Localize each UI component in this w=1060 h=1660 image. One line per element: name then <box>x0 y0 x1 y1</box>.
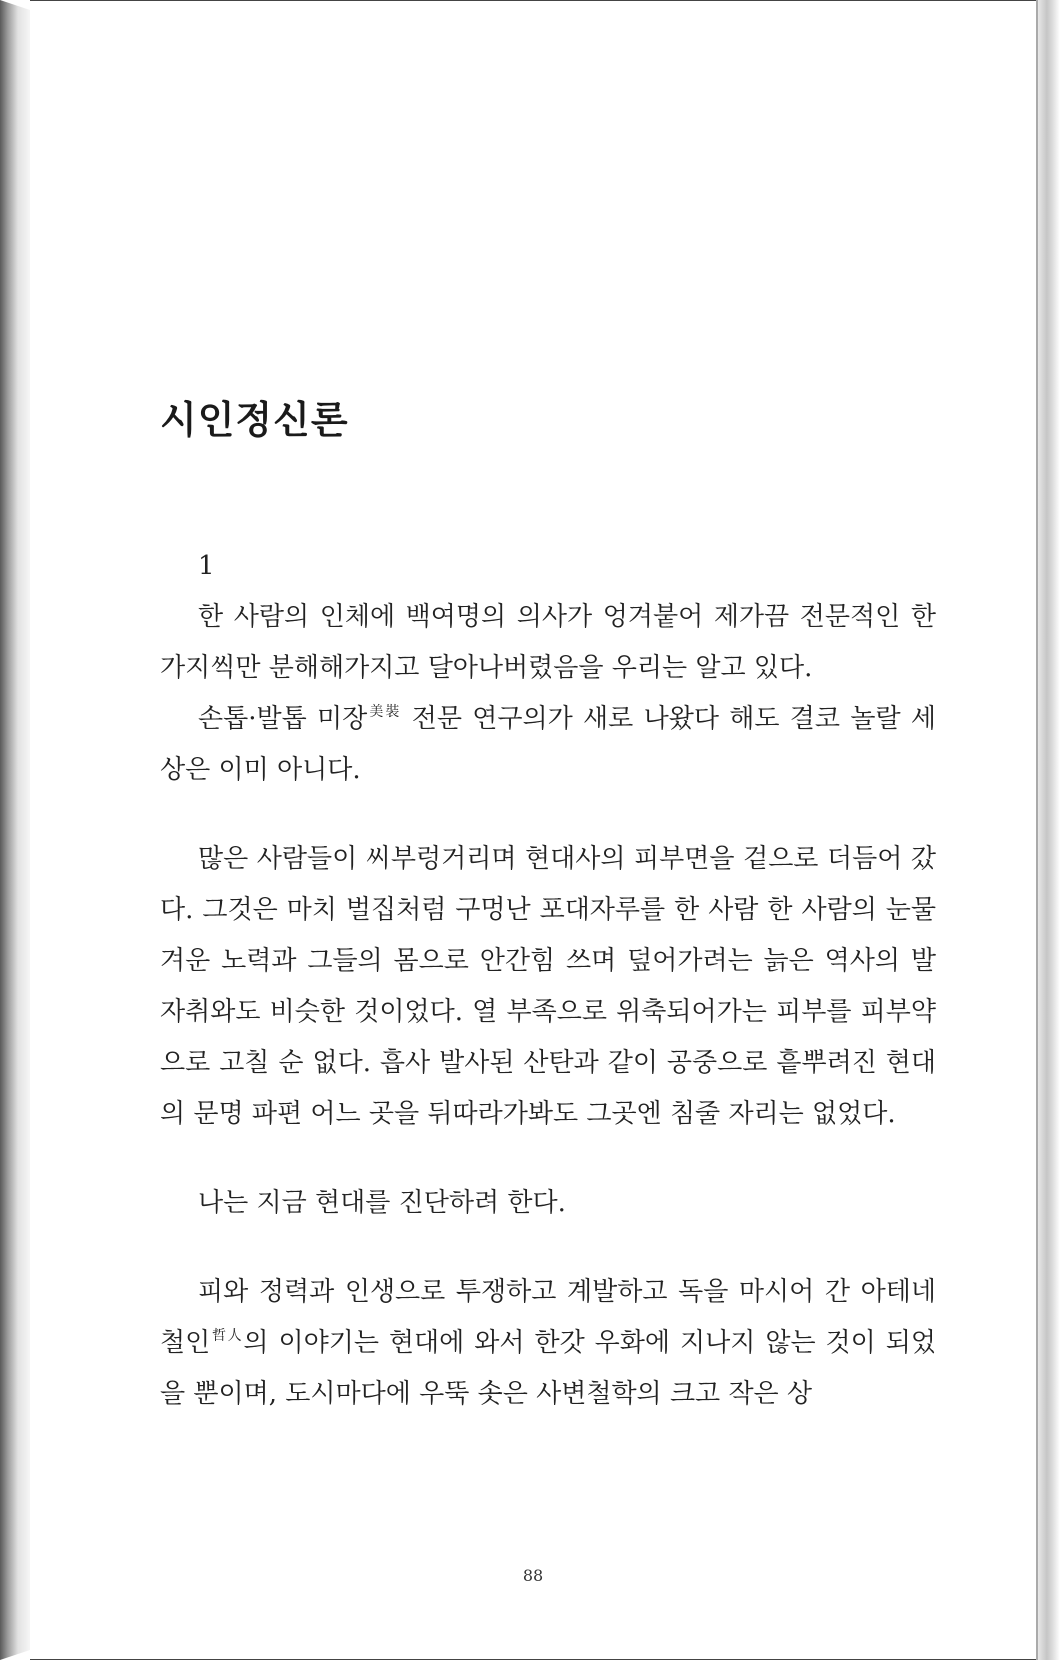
page-edge <box>1036 0 1060 1660</box>
page <box>30 0 1036 1660</box>
hanja-annotation-misang: 美裝 <box>367 704 402 720</box>
paragraph-2-text-a: 손톱·발톱 미장 <box>198 704 368 734</box>
section-number: 1 <box>198 551 215 581</box>
chapter-title: 시인정신론 <box>160 398 349 442</box>
paragraph-1: 한 사람의 인체에 백여명의 의사가 엉겨붙어 제가끔 전문적인 한가지씩만 분해해가지고 달아나버렸음을 우리는 알고 있다. <box>160 602 936 683</box>
paragraph-4: 나는 지금 현대를 진단하려 한다. <box>198 1188 566 1218</box>
paragraph-2-text-b: 전문 연구의가 새로 나왔다 해도 결코 놀랄 세상은 이미 아니다. <box>160 704 936 785</box>
hanja-annotation-cheorin: 哲人 <box>210 1328 244 1344</box>
body-text <box>160 541 936 1420</box>
paragraph-5 <box>160 1267 936 1420</box>
paragraph-5-text-b: 의 이야기는 현대에 와서 한갓 우화에 지나지 않는 것이 되었을 뿐이며, 도시마다에 우뚝 솟은 사변철학의 크고 작은 상 <box>160 1328 937 1409</box>
book-spine <box>0 0 30 1660</box>
page-number: 88 <box>522 1566 544 1585</box>
paragraph-3: 많은 사람들이 씨부렁거리며 현대사의 피부면을 겉으로 더듬어 갔다. 그것은 마치 벌집처럼 구멍난 포대자루를 한 사람 한 사람의 눈물겨운 노력과 그들의 몸으로 안간힘 쓰며 덮어가려는 늙은 역사의 발자취와도 비슷한 것이었다. 열 부족으로 위축되어가는 피부를 피부약으로 고칠 순 없다. 흡사 발사된 산탄과 같이 공중으로 흩뿌려진 현대의 문명 파편 어느 곳을 뒤따라가봐도 그곳엔 침줄 자리는 없었다. <box>160 844 936 1129</box>
paragraph-2 <box>160 694 936 796</box>
paragraph-5-text-a: 피와 정력과 인생으로 투쟁하고 계발하고 독을 마시어 간 아테네 철인 <box>160 1277 936 1358</box>
